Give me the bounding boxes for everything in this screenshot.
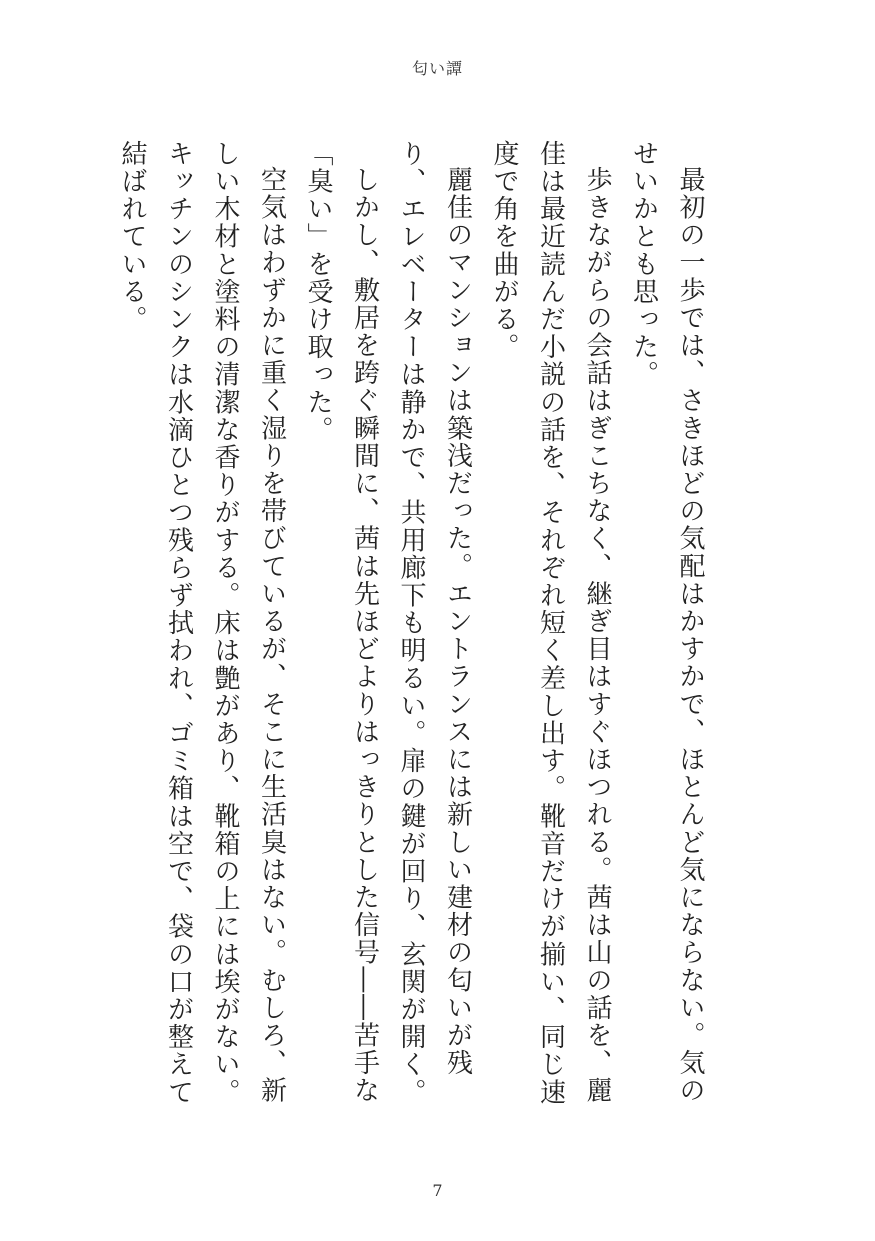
body-text [109,140,714,1115]
paragraph: 歩きながらの会話はぎこちなく、継ぎ目はすぐほつれる。茜は山の話を、麗佳は最近読んだ小説の話を、それぞれ短く差し出す。靴音だけが揃い、同じ速度で角を曲がる。 [489,140,612,1106]
paragraph: しかし、敷居を跨ぐ瞬間に、茜は先ほどよりはっきりとした信号――苦手な「臭い」を受け取った。 [303,140,380,1105]
paragraph: 最初の一歩では、さきほどの気配はかすかで、ほとんど気にならない。気のせいかとも思った。 [628,140,705,1105]
page-number: 7 [432,1181,443,1200]
running-header: 匂い譚 [411,59,463,78]
paragraph: 空気はわずかに重く湿りを帯びているが、そこに生活臭はない。むしろ、新しい木材と塗料の清潔な香りがする。床は艶があり、靴箱の上には埃がない。キッチンのシンクは水滴ひとつ残らず拭われ、ゴミ箱は空で、袋の口が整えて結ばれている。 [117,140,287,1106]
paragraph: 麗佳のマンションは築浅だった。エントランスには新しい建材の匂いが残り、エレベーターは静かで、共用廊下も明るい。扉の鍵が回り、玄関が開く。 [396,140,473,1106]
